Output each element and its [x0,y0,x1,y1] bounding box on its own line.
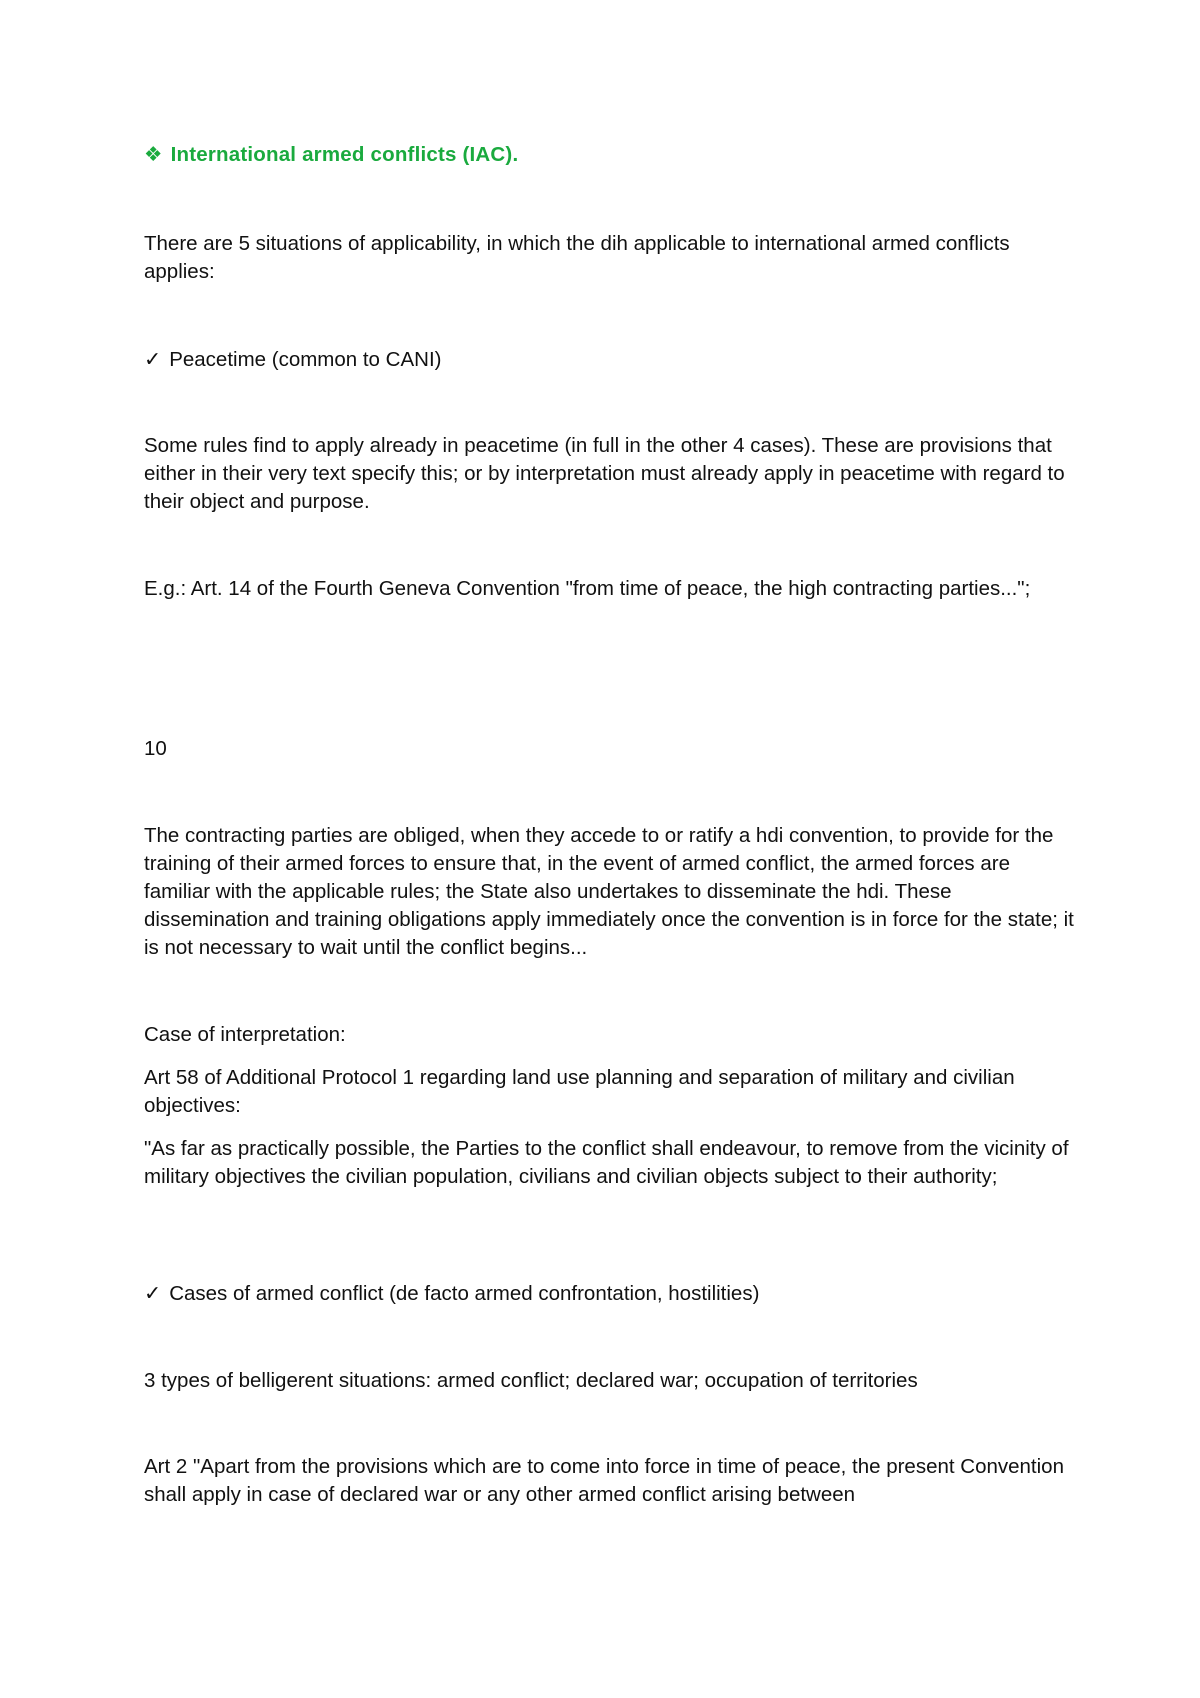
peacetime-item-text: Peacetime (common to CANI) [169,348,442,371]
section-heading-text: International armed conflicts (IAC). [170,143,519,166]
check-mark-icon: ✓ [144,1282,162,1305]
art58-paragraph: Art 58 of Additional Protocol 1 regarding land use planning and separation of military and civilian objectives: [144,1066,1015,1117]
section-heading [144,141,1074,169]
case-interpretation-label: Case of interpretation: [144,1023,346,1046]
quote-paragraph: "As far as practically possible, the Parties to the conflict shall endeavour, to remove from the vicinity of military objectives the civilian population, civilians and civilian objects subject to their authority; [144,1137,1069,1188]
diamond-bullet-icon: ❖ [144,143,163,166]
intro-paragraph: There are 5 situations of applicability, in which the dih applicable to international armed conflicts applies: [144,232,1010,283]
belligerent-paragraph: 3 types of belligerent situations: armed conflict; declared war; occupation of territories [144,1369,918,1392]
art2-paragraph: Art 2 "Apart from the provisions which are to come into force in time of peace, the present Convention shall apply in case of declared war or any other armed conflict arising between [144,1455,1064,1506]
peacetime-list-item [144,346,1074,374]
peacetime-rules-paragraph: Some rules find to apply already in peacetime (in full in the other 4 cases). These are provisions that either in their very text specify this; or by interpretation must already apply in peacetime with regard to their object and purpose. [144,434,1065,513]
check-mark-icon: ✓ [144,348,162,371]
obligations-paragraph: The contracting parties are obliged, when they accede to or ratify a hdi convention, to provide for the training of their armed forces to ensure that, in the event of armed conflict, the armed forces are familiar with the applicable rules; the State also undertakes to disseminate the hdi. These dissemination and training obligations apply immediately once the convention is in force for the state; it is not necessary to wait until the conflict begins... [144,824,1074,959]
armed-conflict-item-text: Cases of armed conflict (de facto armed confrontation, hostilities) [169,1282,760,1305]
armed-conflict-list-item [144,1280,1074,1308]
page-marker: 10 [144,737,167,760]
example-paragraph: E.g.: Art. 14 of the Fourth Geneva Convention "from time of peace, the high contracting parties..."; [144,577,1031,600]
